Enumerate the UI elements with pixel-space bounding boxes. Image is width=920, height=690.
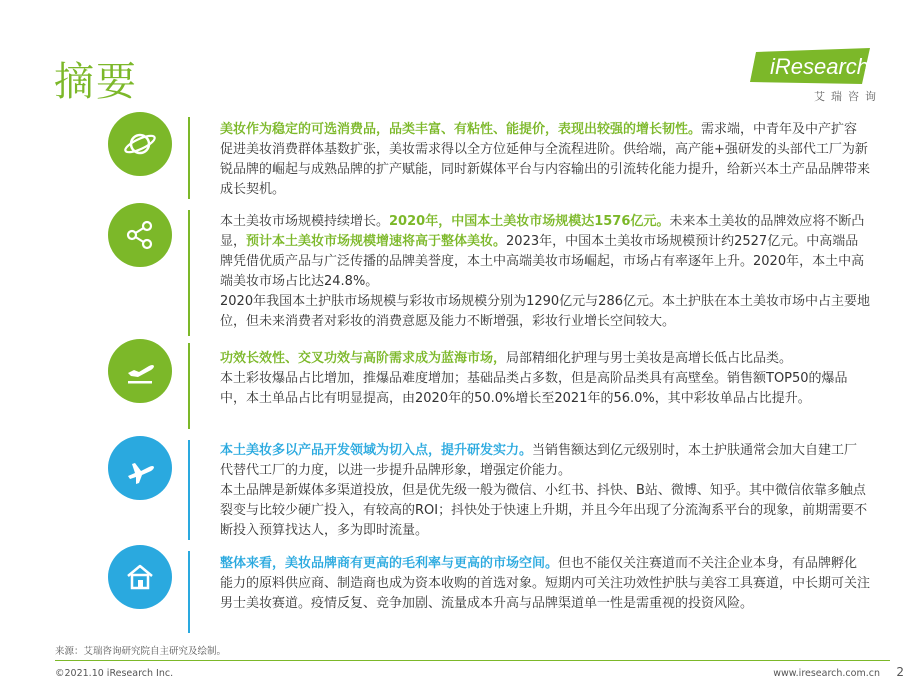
source-note: 来源：艾瑞咨询研究院自主研究及绘制。 bbox=[55, 646, 227, 657]
page-title: 摘要 bbox=[54, 59, 138, 105]
section-divider bbox=[188, 117, 190, 199]
section-divider bbox=[188, 440, 190, 540]
copyright: ©2021.10 iResearch Inc. bbox=[55, 668, 174, 679]
section-1-highlight: 美妆作为稳定的可选消费品，品类丰富、有粘性、能提价，表现出较强的增长韧性。 bbox=[220, 122, 702, 137]
airplane-icon bbox=[108, 436, 172, 500]
section-4-highlight: 本土美妆多以产品开发领域为切入点，提升研发实力。 bbox=[220, 443, 533, 458]
section-2-text bbox=[220, 212, 870, 332]
footer-divider bbox=[55, 660, 890, 661]
section-5-body: 但也不能仅关注赛道而不关注企业本身，有品牌孵化能力的原料供应商、制造商也成为资本收购的首选对象。短期内可关注功效性护肤与美容工具赛道，中长期可关注男士美妆赛道。疫情反复、竞争加剧、流量成本升高与品牌渠道单一性是需重视的投资风险。 bbox=[220, 556, 871, 611]
section-divider bbox=[188, 343, 190, 429]
section-4-text bbox=[220, 441, 870, 541]
iresearch-logo bbox=[750, 48, 882, 108]
section-1-text bbox=[220, 120, 870, 200]
section-2-body-1: 未来本土美妆的品牌效应将不断凸显， bbox=[220, 214, 865, 249]
section-4-paragraph-2: 本土品牌是新媒体多渠道投放，但是优先级一般为微信、小红书、抖快、B站、微博、知乎。其中微信依靠多触点裂变与比较少硬广投入，有较高的ROI；抖快处于快速上升期，并且今年出现了分流淘系平台的现象，前期需要不断投入预算找达人，多为即时流量。 bbox=[220, 483, 868, 538]
section-4-body: 当销售额达到亿元级别时，本土护肤通常会加大自建工厂代替代工厂的力度，以进一步提升品牌形象，增强定价能力。 bbox=[220, 443, 858, 478]
section-3-text bbox=[220, 349, 870, 409]
section-2-lead: 本土美妆市场规模持续增长。 bbox=[220, 214, 390, 229]
share-icon bbox=[108, 203, 172, 267]
section-2-body-2: 2023年，中国本土美妆市场规模预计约2527亿元。中高端品牌凭借优质产品与广泛传播的品牌美誉度，本土中高端美妆市场崛起，市场占有率逐年上升。2020年，本土中高端美妆市场占比达24.8%。 bbox=[220, 234, 865, 289]
page-number: 2 bbox=[896, 665, 904, 679]
home-icon bbox=[108, 545, 172, 609]
section-1-body: 需求端，中青年及中产扩容促进美妆消费群体基数扩张，美妆需求得以全方位延伸与全流程进阶。供给端，高产能+强研发的头部代工厂为新锐品牌的崛起与成熟品牌的扩产赋能，同时新媒体平台与内容输出的引流转化能力提升，给新兴本土产品品牌带来成长契机。 bbox=[220, 122, 871, 197]
section-3-paragraph-2: 本土彩妆爆品占比增加，推爆品难度增加；基础品类占多数，但是高阶品类具有高壁垒。销售额TOP50的爆品中，本土单品占比有明显提高，由2020年的50.0%增长至2021年的56.0%，其中彩妆单品占比提升。 bbox=[220, 371, 848, 406]
section-3-highlight: 功效长效性、交叉功效与高阶需求成为蓝海市场， bbox=[220, 351, 507, 366]
planet-icon bbox=[108, 112, 172, 176]
section-2-paragraph-2: 2020年我国本土护肤市场规模与彩妆市场规模分别为1290亿元与286亿元。本土护肤在本土美妆市场中占主要地位，但未来消费者对彩妆的消费意愿及能力不断增强，彩妆行业增长空间较大。 bbox=[220, 294, 870, 329]
website-link[interactable]: www.iresearch.com.cn bbox=[773, 668, 880, 679]
section-3-body: 局部精细化护理与男士美妆是高增长低占比品类。 bbox=[506, 351, 793, 366]
logo-subtitle: 艾瑞咨询 bbox=[814, 90, 882, 103]
section-divider bbox=[188, 551, 190, 633]
section-2-highlight-1: 2020年，中国本土美妆市场规模达1576亿元。 bbox=[389, 214, 670, 229]
takeoff-icon bbox=[108, 339, 172, 403]
section-divider bbox=[188, 210, 190, 336]
logo-brand: iResearch bbox=[770, 54, 870, 79]
section-5-text bbox=[220, 554, 870, 614]
section-2-highlight-2: 预计本土美妆市场规模增速将高于整体美妆。 bbox=[246, 234, 507, 249]
section-5-highlight: 整体来看，美妆品牌商有更高的毛利率与更高的市场空间。 bbox=[220, 556, 559, 571]
